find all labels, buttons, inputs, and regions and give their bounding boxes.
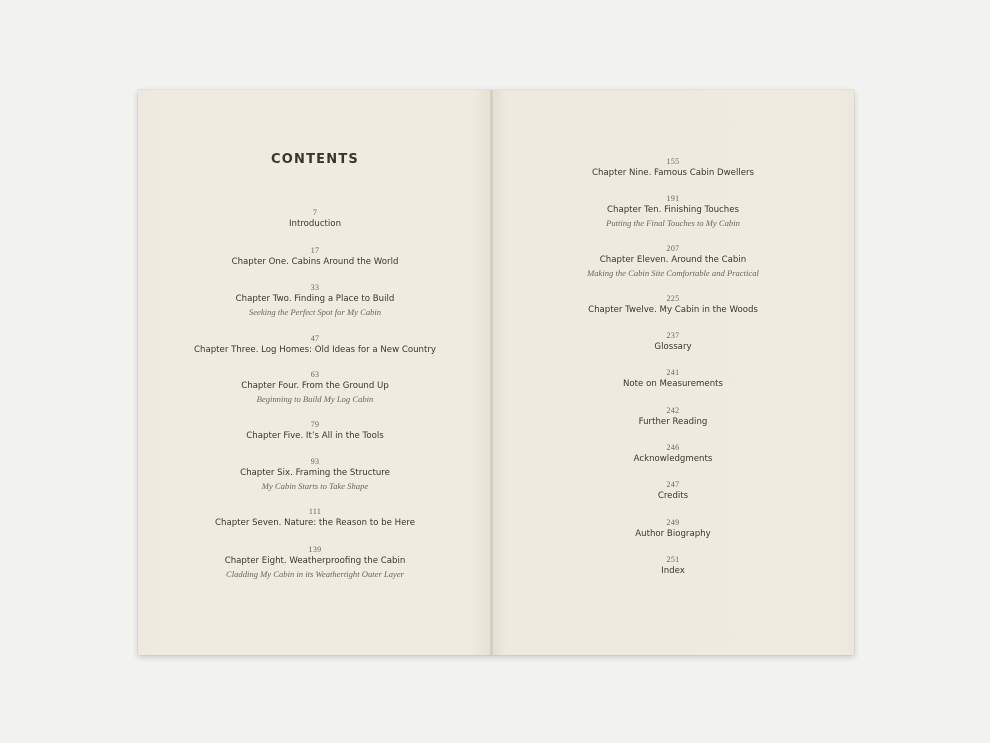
- toc-subtitle: Putting the Final Touches to My Cabin: [606, 218, 740, 228]
- toc-page-number: 63: [310, 370, 320, 379]
- toc-entry-chapter-twelve: [492, 294, 854, 317]
- toc-page-number: 47: [310, 334, 320, 343]
- toc-entry-further-reading: [492, 406, 854, 429]
- toc-page-number: 139: [308, 545, 322, 554]
- toc-page-number: 155: [666, 157, 680, 166]
- toc-title: Chapter Seven. Nature: the Reason to be Here: [215, 518, 415, 528]
- toc-page-number: 241: [666, 368, 680, 377]
- toc-page-number: 207: [666, 244, 680, 253]
- toc-page-number: 17: [310, 246, 320, 255]
- toc-title: Chapter Three. Log Homes: Old Ideas for a New Country: [194, 345, 436, 355]
- toc-page-number: 246: [666, 443, 680, 452]
- toc-page-number: 251: [666, 555, 680, 564]
- toc-page-number: 237: [666, 331, 680, 340]
- toc-title: Chapter Four. From the Ground Up: [241, 381, 389, 391]
- toc-title: Further Reading: [638, 417, 708, 427]
- toc-title: Chapter Two. Finding a Place to Build: [235, 294, 395, 304]
- toc-title: Chapter Eight. Weatherproofing the Cabin: [224, 556, 406, 566]
- toc-title: Credits: [657, 491, 689, 501]
- toc-entry-chapter-six: [138, 457, 492, 492]
- toc-entry-chapter-three: [138, 334, 492, 357]
- toc-page-number: 191: [666, 194, 680, 203]
- toc-title: Author Biography: [635, 529, 711, 539]
- toc-title: Chapter Five. It’s All in the Tools: [246, 431, 384, 441]
- toc-entry-chapter-ten: [492, 194, 854, 229]
- toc-entry-acknowledgments: [492, 443, 854, 466]
- toc-page-number: 249: [666, 518, 680, 527]
- toc-entry-author-biography: [492, 518, 854, 541]
- toc-title: Chapter Nine. Famous Cabin Dwellers: [591, 168, 755, 178]
- toc-page-number: 247: [666, 480, 680, 489]
- toc-entry-chapter-eleven: [492, 244, 854, 279]
- toc-title: Glossary: [654, 342, 692, 352]
- toc-title: Introduction: [288, 219, 342, 229]
- toc-page-number: 33: [310, 283, 320, 292]
- toc-title: Chapter One. Cabins Around the World: [231, 257, 399, 267]
- left-page: [138, 90, 492, 655]
- contents-heading: CONTENTS: [271, 152, 359, 167]
- toc-page-number: 93: [310, 457, 320, 466]
- toc-title: Index: [661, 566, 685, 576]
- toc-page-number: 225: [666, 294, 680, 303]
- toc-title: Chapter Eleven. Around the Cabin: [599, 255, 747, 265]
- toc-subtitle: Making the Cabin Site Comfortable and Practical: [587, 268, 759, 278]
- toc-title: Chapter Ten. Finishing Touches: [607, 205, 739, 215]
- toc-page-number: 242: [666, 406, 680, 415]
- toc-subtitle: My Cabin Starts to Take Shape: [261, 481, 369, 491]
- toc-entry-chapter-nine: [492, 157, 854, 180]
- toc-page-number: 111: [308, 507, 322, 516]
- toc-title: Note on Measurements: [623, 379, 723, 389]
- toc-entry-index: [492, 555, 854, 578]
- toc-entry-chapter-one: [138, 246, 492, 269]
- toc-page-number: 7: [312, 208, 318, 217]
- toc-entry-credits: [492, 480, 854, 503]
- book-spread: [138, 90, 854, 655]
- toc-entry-note-on-measurements: [492, 368, 854, 391]
- toc-entry-introduction: [138, 208, 492, 231]
- toc-entry-chapter-two: [138, 283, 492, 318]
- toc-entry-chapter-eight: [138, 545, 492, 580]
- toc-entry-chapter-five: [138, 420, 492, 443]
- toc-subtitle: Cladding My Cabin in its Weathertight Outer Layer: [226, 569, 404, 579]
- toc-subtitle: Seeking the Perfect Spot for My Cabin: [248, 307, 382, 317]
- toc-entry-chapter-four: [138, 370, 492, 405]
- toc-entry-glossary: [492, 331, 854, 354]
- toc-title: Chapter Twelve. My Cabin in the Woods: [588, 305, 758, 315]
- toc-title: Chapter Six. Framing the Structure: [240, 468, 390, 478]
- toc-title: Acknowledgments: [633, 454, 713, 464]
- toc-page-number: 79: [310, 420, 320, 429]
- toc-subtitle: Beginning to Build My Log Cabin: [256, 394, 374, 404]
- toc-entry-chapter-seven: [138, 507, 492, 530]
